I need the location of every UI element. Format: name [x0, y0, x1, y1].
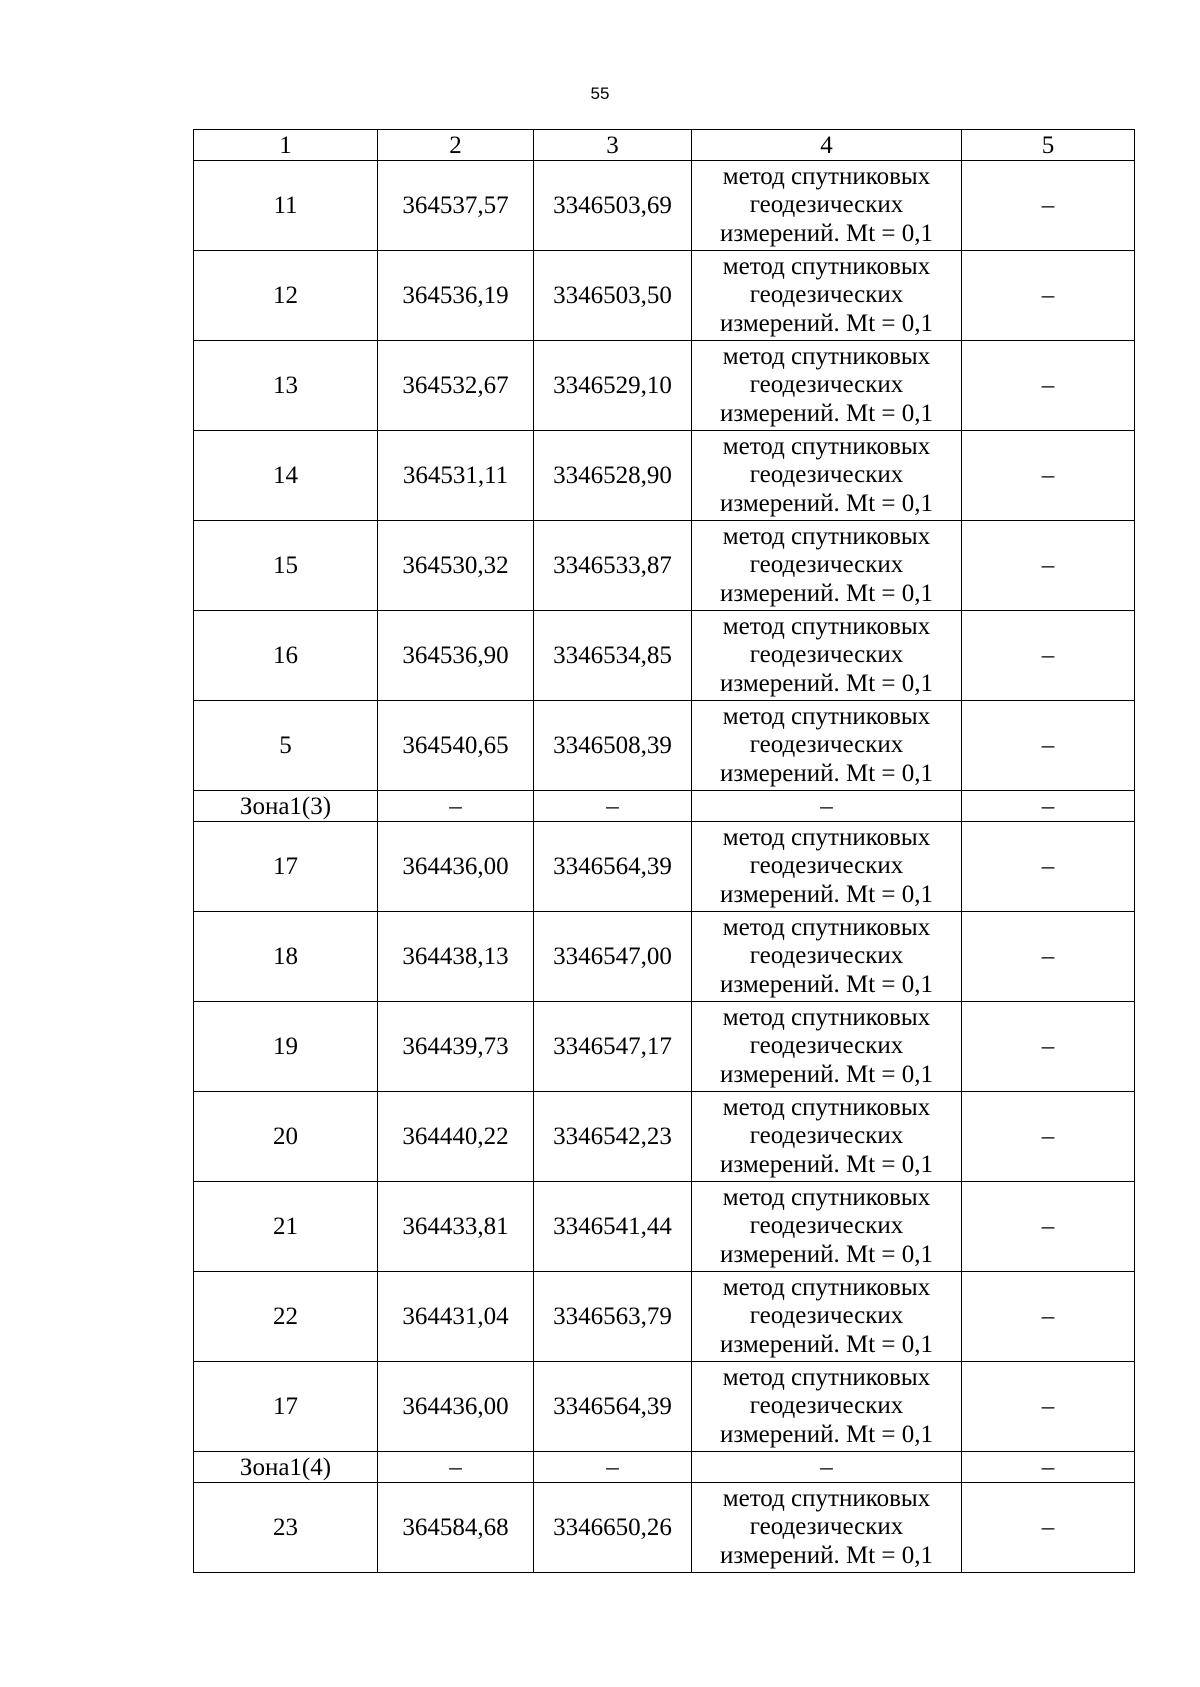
- method-cell: [692, 251, 962, 341]
- table-row: [194, 1002, 1135, 1092]
- column-5-cell: –: [962, 1483, 1135, 1573]
- x-coordinate-cell: 364531,11: [378, 431, 534, 521]
- method-cell: [692, 611, 962, 701]
- method-line: геодезических: [749, 461, 904, 489]
- x-coordinate-cell: 364436,00: [378, 1362, 534, 1452]
- point-id-cell: 12: [194, 251, 378, 341]
- point-id-cell: 23: [194, 1483, 378, 1573]
- point-id-cell: 16: [194, 611, 378, 701]
- method-line: геодезических: [749, 1212, 904, 1240]
- y-coordinate-cell: 3346542,23: [534, 1092, 692, 1182]
- y-coordinate-cell: 3346547,17: [534, 1002, 692, 1092]
- method-line: геодезических: [749, 641, 904, 669]
- header-cell-1: 1: [194, 130, 378, 161]
- table-row: [194, 1182, 1135, 1272]
- point-id-cell: 11: [194, 161, 378, 251]
- x-coordinate-cell: 364536,19: [378, 251, 534, 341]
- x-coordinate-cell: 364537,57: [378, 161, 534, 251]
- y-coordinate-cell: 3346564,39: [534, 1362, 692, 1452]
- method-cell: [692, 341, 962, 431]
- y-coordinate-cell: 3346563,79: [534, 1272, 692, 1362]
- method-cell: [692, 912, 962, 1002]
- method-line: измерений. Mt = 0,1: [719, 1240, 934, 1268]
- method-line: метод спутниковых: [722, 162, 931, 190]
- column-5-cell: –: [962, 1092, 1135, 1182]
- point-id-cell: 20: [194, 1092, 378, 1182]
- zone-label: Зона1(4): [194, 1452, 378, 1483]
- y-coordinate-cell: 3346547,00: [534, 912, 692, 1002]
- y-coordinate-cell: 3346650,26: [534, 1483, 692, 1573]
- method-cell: [692, 431, 962, 521]
- y-coordinate-cell: 3346528,90: [534, 431, 692, 521]
- y-coordinate-cell: 3346564,39: [534, 822, 692, 912]
- zone-dash-cell: –: [962, 791, 1135, 822]
- column-5-cell: –: [962, 611, 1135, 701]
- method-line: измерений. Mt = 0,1: [719, 489, 934, 517]
- x-coordinate-cell: 364438,13: [378, 912, 534, 1002]
- table-row: [194, 912, 1135, 1002]
- x-coordinate-cell: 364440,22: [378, 1092, 534, 1182]
- method-line: измерений. Mt = 0,1: [719, 1330, 934, 1358]
- x-coordinate-cell: 364439,73: [378, 1002, 534, 1092]
- method-cell: [692, 1272, 962, 1362]
- column-5-cell: –: [962, 912, 1135, 1002]
- method-line: измерений. Mt = 0,1: [719, 1541, 934, 1569]
- method-cell: [692, 1092, 962, 1182]
- method-line: геодезических: [749, 1392, 904, 1420]
- method-line: измерений. Mt = 0,1: [719, 309, 934, 337]
- column-5-cell: –: [962, 1182, 1135, 1272]
- method-cell: [692, 822, 962, 912]
- method-line: геодезических: [749, 1122, 904, 1150]
- point-id-cell: 22: [194, 1272, 378, 1362]
- method-cell: [692, 521, 962, 611]
- table-row: [194, 431, 1135, 521]
- column-5-cell: –: [962, 822, 1135, 912]
- method-line: метод спутниковых: [722, 252, 931, 280]
- column-5-cell: –: [962, 701, 1135, 791]
- method-line: метод спутниковых: [722, 1003, 931, 1031]
- column-5-cell: –: [962, 521, 1135, 611]
- table-row: [194, 611, 1135, 701]
- method-cell: [692, 1002, 962, 1092]
- method-line: геодезических: [749, 1032, 904, 1060]
- method-line: метод спутниковых: [722, 1484, 931, 1512]
- column-5-cell: –: [962, 1362, 1135, 1452]
- coordinates-table-body: [194, 130, 1135, 1573]
- method-line: геодезических: [749, 731, 904, 759]
- method-line: метод спутниковых: [722, 1273, 931, 1301]
- zone-dash-cell: –: [534, 791, 692, 822]
- y-coordinate-cell: 3346541,44: [534, 1182, 692, 1272]
- method-cell: [692, 1483, 962, 1573]
- point-id-cell: 17: [194, 822, 378, 912]
- zone-label: Зона1(3): [194, 791, 378, 822]
- x-coordinate-cell: 364436,00: [378, 822, 534, 912]
- y-coordinate-cell: 3346529,10: [534, 341, 692, 431]
- method-line: метод спутниковых: [722, 522, 931, 550]
- method-line: измерений. Mt = 0,1: [719, 759, 934, 787]
- table-header-row: [194, 130, 1135, 161]
- method-cell: [692, 1182, 962, 1272]
- header-cell-3: 3: [534, 130, 692, 161]
- method-line: измерений. Mt = 0,1: [719, 1060, 934, 1088]
- method-line: геодезических: [749, 281, 904, 309]
- method-line: геодезических: [749, 551, 904, 579]
- table-row: [194, 1272, 1135, 1362]
- zone-dash-cell: –: [378, 791, 534, 822]
- column-5-cell: –: [962, 161, 1135, 251]
- method-line: метод спутниковых: [722, 1093, 931, 1121]
- zone-dash-cell: –: [962, 1452, 1135, 1483]
- header-cell-4: 4: [692, 130, 962, 161]
- point-id-cell: 21: [194, 1182, 378, 1272]
- zone-row: [194, 1452, 1135, 1483]
- x-coordinate-cell: 364532,67: [378, 341, 534, 431]
- table-row: [194, 341, 1135, 431]
- method-line: геодезических: [749, 371, 904, 399]
- method-cell: [692, 1362, 962, 1452]
- method-line: геодезических: [749, 942, 904, 970]
- method-line: геодезических: [749, 191, 904, 219]
- method-line: измерений. Mt = 0,1: [719, 1150, 934, 1178]
- method-line: измерений. Mt = 0,1: [719, 880, 934, 908]
- y-coordinate-cell: 3346503,50: [534, 251, 692, 341]
- method-cell: [692, 161, 962, 251]
- y-coordinate-cell: 3346534,85: [534, 611, 692, 701]
- method-line: метод спутниковых: [722, 823, 931, 851]
- column-5-cell: –: [962, 251, 1135, 341]
- y-coordinate-cell: 3346503,69: [534, 161, 692, 251]
- method-line: геодезических: [749, 1513, 904, 1541]
- page-number: 55: [590, 84, 610, 103]
- x-coordinate-cell: 364584,68: [378, 1483, 534, 1573]
- x-coordinate-cell: 364540,65: [378, 701, 534, 791]
- method-line: геодезических: [749, 852, 904, 880]
- table-row: [194, 521, 1135, 611]
- table-row: [194, 701, 1135, 791]
- column-5-cell: –: [962, 341, 1135, 431]
- point-id-cell: 13: [194, 341, 378, 431]
- table-row: [194, 161, 1135, 251]
- table-row: [194, 822, 1135, 912]
- table-row: [194, 1092, 1135, 1182]
- method-line: метод спутниковых: [722, 913, 931, 941]
- x-coordinate-cell: 364536,90: [378, 611, 534, 701]
- table-row: [194, 251, 1135, 341]
- table-row: [194, 1483, 1135, 1573]
- point-id-cell: 17: [194, 1362, 378, 1452]
- method-line: измерений. Mt = 0,1: [719, 219, 934, 247]
- method-line: метод спутниковых: [722, 702, 931, 730]
- zone-dash-cell: –: [378, 1452, 534, 1483]
- point-id-cell: 15: [194, 521, 378, 611]
- point-id-cell: 18: [194, 912, 378, 1002]
- method-line: геодезических: [749, 1302, 904, 1330]
- header-cell-2: 2: [378, 130, 534, 161]
- method-line: измерений. Mt = 0,1: [719, 1420, 934, 1448]
- coordinates-table: [193, 129, 1135, 1573]
- method-cell: [692, 701, 962, 791]
- method-line: измерений. Mt = 0,1: [719, 669, 934, 697]
- y-coordinate-cell: 3346533,87: [534, 521, 692, 611]
- point-id-cell: 14: [194, 431, 378, 521]
- method-line: измерений. Mt = 0,1: [719, 399, 934, 427]
- method-line: метод спутниковых: [722, 1363, 931, 1391]
- table-row: [194, 1362, 1135, 1452]
- zone-dash-cell: –: [534, 1452, 692, 1483]
- column-5-cell: –: [962, 1272, 1135, 1362]
- method-line: метод спутниковых: [722, 432, 931, 460]
- method-line: метод спутниковых: [722, 1183, 931, 1211]
- method-line: измерений. Mt = 0,1: [719, 579, 934, 607]
- method-line: метод спутниковых: [722, 612, 931, 640]
- method-line: измерений. Mt = 0,1: [719, 970, 934, 998]
- zone-dash-cell: –: [692, 1452, 962, 1483]
- x-coordinate-cell: 364433,81: [378, 1182, 534, 1272]
- column-5-cell: –: [962, 1002, 1135, 1092]
- y-coordinate-cell: 3346508,39: [534, 701, 692, 791]
- method-line: метод спутниковых: [722, 342, 931, 370]
- x-coordinate-cell: 364431,04: [378, 1272, 534, 1362]
- column-5-cell: –: [962, 431, 1135, 521]
- zone-row: [194, 791, 1135, 822]
- header-cell-5: 5: [962, 130, 1135, 161]
- point-id-cell: 19: [194, 1002, 378, 1092]
- x-coordinate-cell: 364530,32: [378, 521, 534, 611]
- zone-dash-cell: –: [692, 791, 962, 822]
- point-id-cell: 5: [194, 701, 378, 791]
